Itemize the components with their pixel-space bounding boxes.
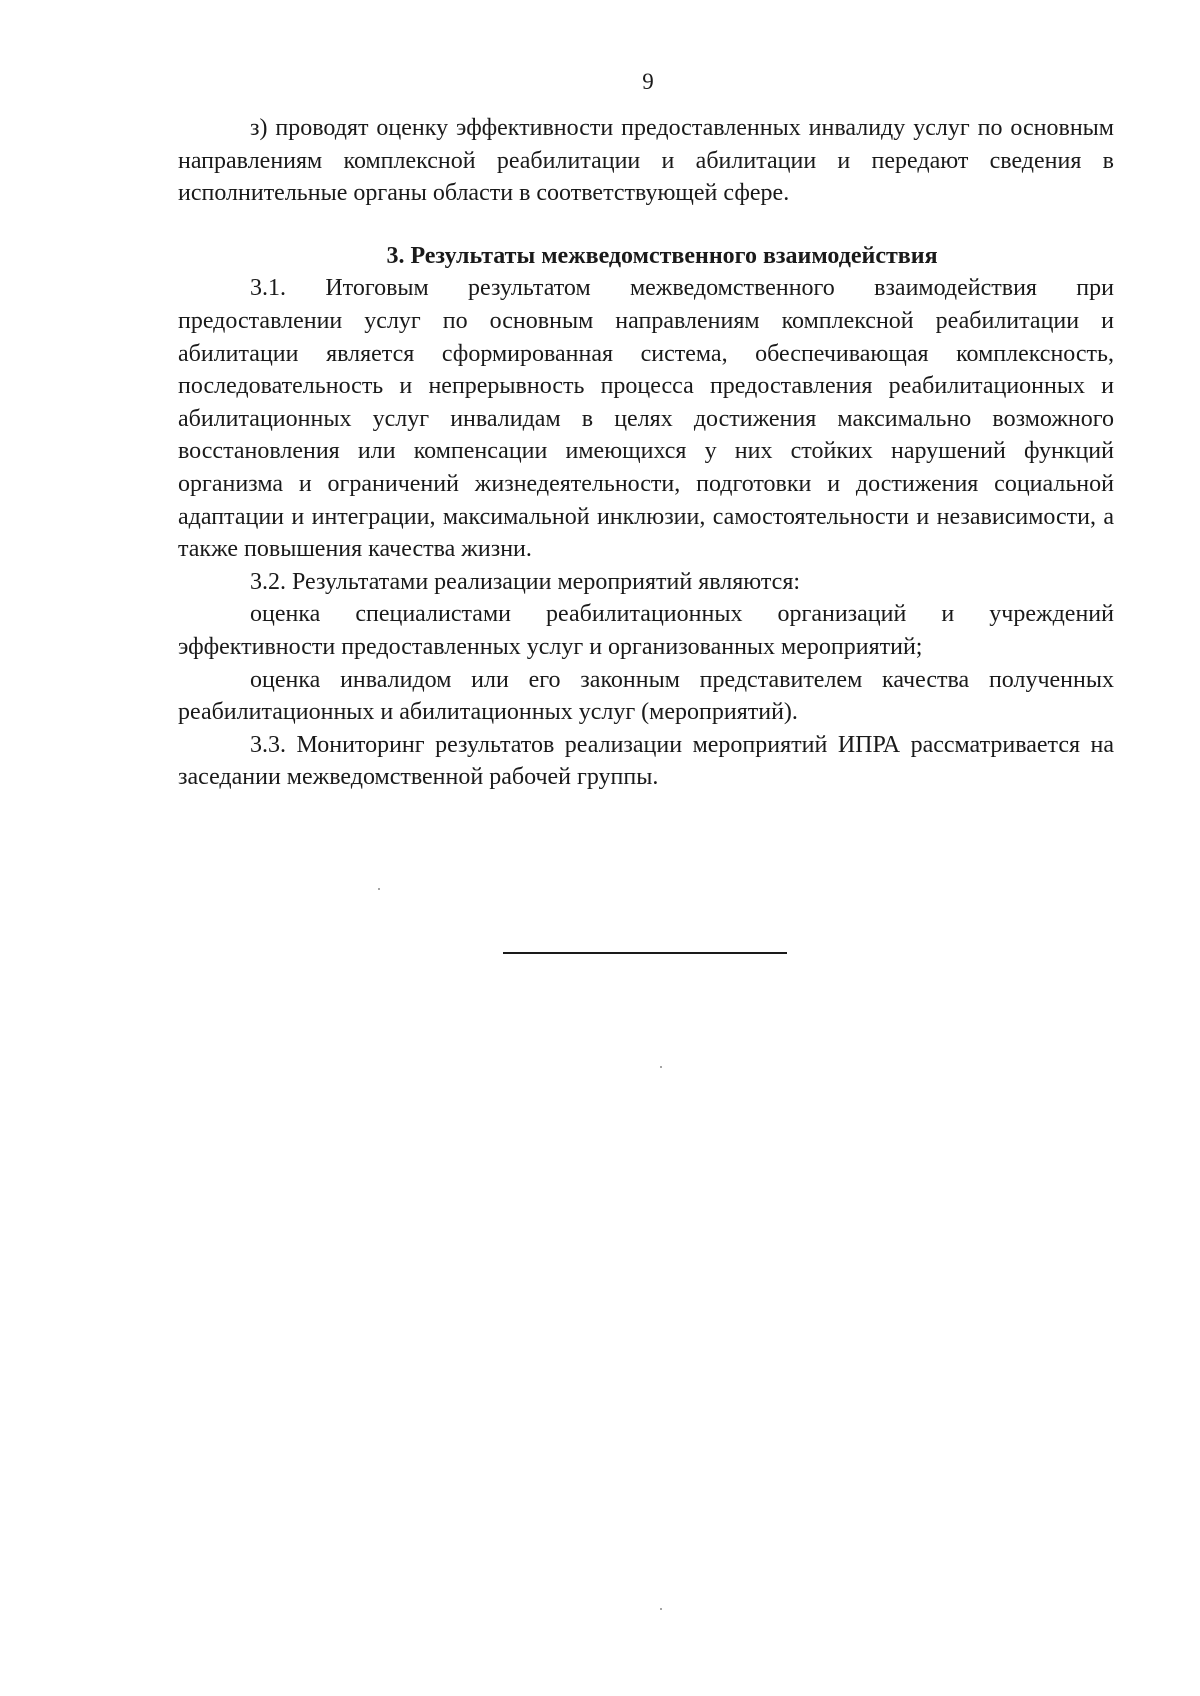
end-of-text-rule	[503, 952, 787, 954]
paragraph-3-3: 3.3. Мониторинг результатов реализации мероприятий ИПРА рассматривается на заседании межведомственной рабочей группы.	[178, 731, 1114, 791]
scan-speck	[378, 888, 380, 890]
paragraph-item-z: з) проводят оценку эффективности предоставленных инвалиду услуг по основным направлениям комплексной реабилитации и абилитации и передают сведения в исполнительные органы области в соответствующей сфере.	[178, 115, 1114, 207]
scan-speck	[660, 1066, 662, 1068]
paragraph-3-2-a: оценка специалистами реабилитационных организаций и учреждений эффективности предоставленных услуг и организованных мероприятий;	[178, 601, 1114, 660]
paragraph-3-1: 3.1. Итоговым результатом межведомственного взаимодействия при предоставлении услуг по основным направлениям комплексной реабилитации и абилитации является сформированная система, обеспечивающая комплексность, последовательность и непрерывность процесса предоставления реабилитационных и абилитационных услуг инвалидам в целях достижения максимально возможного восстановления или компенсации имеющихся у них стойких нарушений функций организма и ограничений жизнедеятельности, подготовки и достижения социальной адаптации и интеграции, максимальной инклюзии, самостоятельности и независимости, а также повышения качества жизни.	[178, 275, 1114, 563]
page-number: 9	[642, 69, 654, 94]
paragraph-3-2-b: оценка инвалидом или его законным представителем качества полученных реабилитационных и абилитационных услуг (мероприятий).	[178, 666, 1114, 726]
section-heading: 3. Результаты межведомственного взаимодействия	[386, 242, 938, 269]
paragraph-3-2: 3.2. Результатами реализации мероприятий являются:	[250, 568, 801, 595]
scan-speck	[660, 1608, 662, 1610]
document-body	[178, 112, 1114, 794]
